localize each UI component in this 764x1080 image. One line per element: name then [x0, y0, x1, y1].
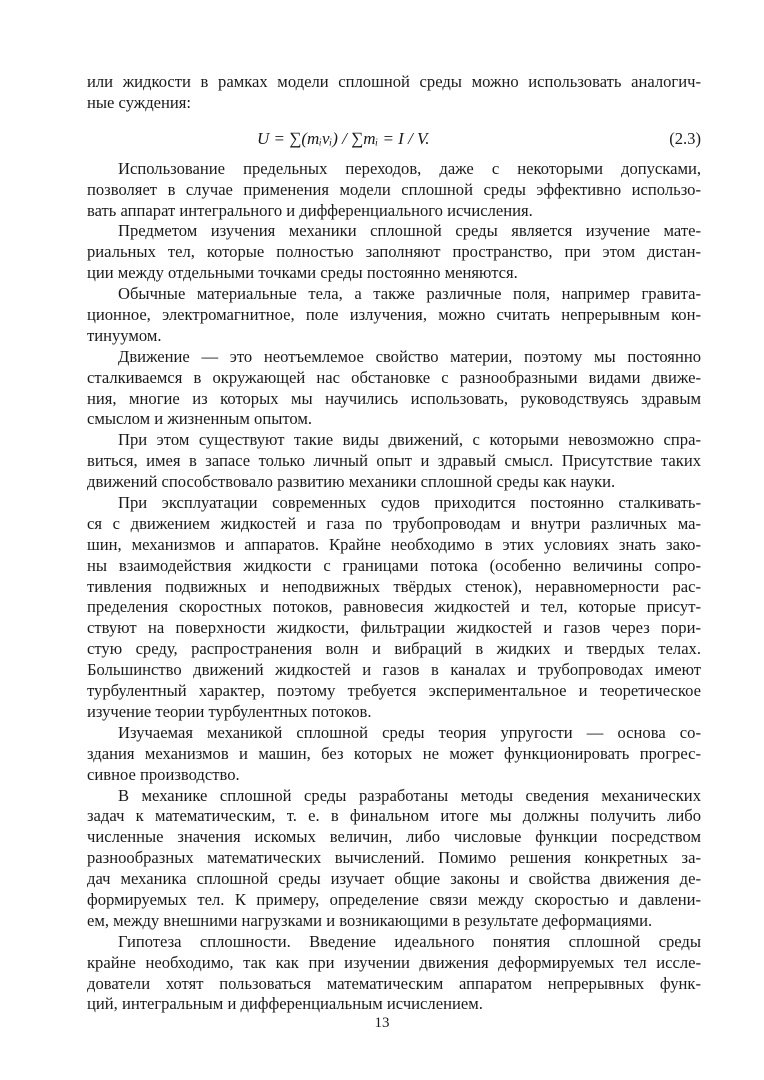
text-line: дач механика сплошной среды изучает общие законы и свойства движения де-	[87, 869, 701, 889]
text-line: движений способствовало развитию механики сплошной среды как науки.	[87, 472, 616, 492]
paragraph	[87, 72, 701, 114]
text-line: пределения скоростных потоков, равновесия жидкостей и тел, которые присут-	[87, 597, 701, 617]
text-line: ционное, электромагнитное, поле излучения, можно считать непрерывным кон-	[87, 305, 701, 325]
text-line: или жидкости в рамках модели сплошной среды можно использовать аналогич-	[87, 72, 701, 91]
equation-block	[87, 114, 701, 159]
text-line: При эксплуатации современных судов приходится постоянно сталкивать-	[118, 493, 701, 513]
text-line: виться, имея в запасе только личный опыт и здравый смысл. Присутствие таких	[87, 451, 701, 471]
text-line: ций, интегральным и дифференциальным исчислением.	[87, 994, 483, 1014]
paragraph	[87, 159, 701, 222]
text-line: ем, между внешними нагрузками и возникающими в результате деформациями.	[87, 910, 653, 930]
text-line: вать аппарат интегрального и дифференциального исчисления.	[87, 200, 533, 220]
text-line: В механике сплошной среды разработаны методы сведения механических	[118, 785, 701, 805]
text-line: ся с движением жидкостей и газа по трубопроводам и внутри различных ма-	[87, 513, 701, 533]
text-line: стую среду, распространения волн и вибраций в жидких и твердых телах.	[87, 639, 701, 659]
text-line: ны взаимодействия жидкости с границами потока (особенно величины сопро-	[87, 555, 701, 575]
text-line: Использование предельных переходов, даже с некоторыми допусками,	[118, 158, 701, 178]
text-line: Гипотеза сплошности. Введение идеального понятия сплошной среды	[118, 931, 701, 951]
text-line: дователи хотят пользоваться математическим аппаратом непрерывных функ-	[87, 973, 701, 993]
text-line: ния, многие из которых мы научились использовать, руководствуясь здравым	[87, 388, 701, 408]
text-line: Обычные материальные тела, а также различные поля, например гравита-	[118, 284, 701, 304]
text-line: Движение — это неотъемлемое свойство материи, поэтому мы постоянно	[118, 346, 701, 366]
paragraph	[87, 493, 701, 723]
paragraph	[87, 723, 701, 786]
text-line: турбулентный характер, поэтому требуется экспериментальное и теоретическое	[87, 681, 701, 701]
paragraph	[87, 221, 701, 284]
text-line: сталкиваемся в окружающей нас обстановке с разнообразными видами движе-	[87, 367, 701, 387]
paragraph	[87, 786, 701, 932]
text-line: шин, механизмов и аппаратов. Крайне необходимо в этих условиях знать зако-	[87, 534, 701, 554]
equation-number: (2.3)	[669, 128, 701, 148]
text-line: изучение теории турбулентных потоков.	[87, 701, 372, 721]
text-line: ции между отдельными точками среды постоянно меняются.	[87, 263, 518, 283]
text-line: При этом существуют такие виды движений, с которыми невозможно спра-	[118, 430, 701, 450]
text-line: Изучаемая механикой сплошной среды теория упругости — основа со-	[118, 722, 701, 742]
text-line: позволяет в случае применения модели сплошной среды эффективно использо-	[87, 179, 701, 199]
text-line: Большинство движений жидкостей и газов в каналах и трубопроводах имеют	[87, 660, 701, 680]
paragraph	[87, 347, 701, 431]
paragraph	[87, 932, 701, 1016]
text-line: Предметом изучения механики сплошной среды является изучение мате-	[118, 221, 701, 241]
page-number: 13	[374, 1015, 390, 1031]
text-line: сивное производство.	[87, 764, 240, 784]
equation: U = ∑(mᵢvᵢ) / ∑mᵢ = I / V.	[257, 128, 430, 148]
text-line: задач к математическим, т. е. в финальном итоге мы должны получить либо	[87, 806, 701, 826]
text-line: смыслом и жизненным опытом.	[87, 409, 313, 429]
paragraph	[87, 430, 701, 493]
text-line: риальных тел, которые полностью заполняют пространство, при этом дистан-	[87, 242, 701, 262]
text-line: численные значения искомых величин, либо числовые функции посредством	[87, 827, 701, 847]
text-line: крайне необходимо, так как при изучении движения деформируемых тел иссле-	[87, 952, 701, 972]
document-body	[87, 72, 701, 1015]
text-line: разнообразных математических вычислений. Помимо решения конкретных за-	[87, 848, 701, 868]
text-line: ные суждения:	[87, 92, 192, 112]
paragraph	[87, 284, 701, 347]
text-line: тивления подвижных и неподвижных твёрдых стенок), неравномерности рас-	[87, 576, 701, 596]
text-line: формируемых тел. К примеру, определение связи между скоростью и давлени-	[87, 889, 701, 909]
text-line: ствуют на поверхности жидкости, фильтрации жидкостей и газов через пори-	[87, 618, 701, 638]
text-line: тинуумом.	[87, 325, 162, 345]
text-line: здания механизмов и машин, без которых не может функционировать прогрес-	[87, 743, 701, 763]
